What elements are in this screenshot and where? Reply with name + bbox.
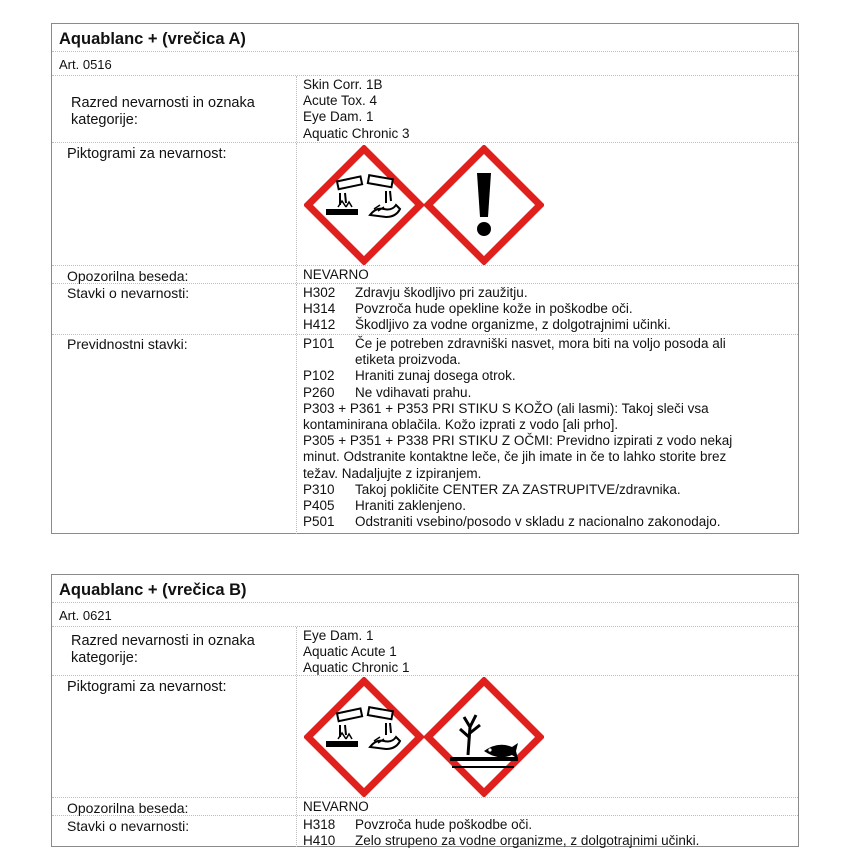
precautionary-statement-list: [303, 336, 755, 530]
statement-text: Zdravju škodljivo pri zaužitju.: [355, 285, 528, 300]
hazard-statements-row: [52, 816, 798, 847]
exclamation-mark-icon: [424, 145, 544, 265]
corrosion-icon: [304, 677, 424, 797]
product-title: Aquablanc + (vrečica B): [59, 581, 247, 599]
hazard-class-item: Acute Tox. 4: [303, 93, 378, 109]
hazard-class-item: Aquatic Chronic 1: [303, 660, 410, 676]
statement-code: P501: [303, 514, 335, 530]
statement-code: P101: [303, 336, 335, 351]
precautionary-statement: [303, 336, 755, 368]
precautionary-statement: [303, 433, 755, 482]
article-row: [52, 52, 798, 76]
hazard-statements-row: [52, 284, 798, 335]
product-title: Aquablanc + (vrečica A): [59, 30, 246, 48]
statement-text: Zelo strupeno za vodne organizme, z dolgotrajnimi učinki.: [355, 833, 700, 849]
hazard-class-item: Eye Dam. 1: [303, 628, 374, 643]
hazard-sheet-a: [51, 23, 799, 534]
hazard-statement-list: [303, 285, 773, 334]
statement-text: PRI STIKU S KOŽO (ali lasmi): Takoj sleči vsa kontaminirana oblačila. Kožo izprati z vodo [ali prho].: [303, 400, 709, 433]
hazard-class-label-line1: Razred nevarnosti in oznaka: [71, 95, 255, 111]
pictograms-label: Piktogrami za nevarnost:: [67, 679, 227, 695]
pictogram-row: [52, 676, 798, 798]
hazard-statements-label: Stavki o nevarnosti:: [67, 818, 190, 834]
statement-text: Povzroča hude poškodbe oči.: [355, 817, 533, 832]
statement-code: H412: [303, 317, 336, 333]
hazard-class-label-line2: kategorije:: [71, 112, 138, 128]
hazard-class-row: [52, 76, 798, 143]
pictogram-row: [52, 143, 798, 266]
hazard-class-label: [71, 95, 255, 129]
hazard-statement-list: [303, 817, 773, 849]
statement-text: Škodljivo za vodne organizme, z dolgotrajnimi učinki.: [355, 317, 671, 333]
statement-text: Povzroča hude opekline kože in poškodbe oči.: [355, 301, 633, 317]
statement-text: Ne vdihavati prahu.: [355, 384, 472, 400]
environment-icon: [424, 677, 544, 797]
hazard-class-item: Skin Corr. 1B: [303, 77, 383, 92]
statement-code: H314: [303, 301, 336, 317]
statement-text: Hraniti zunaj dosega otrok.: [355, 368, 516, 384]
hazard-class-label-line1: Razred nevarnosti in oznaka: [71, 633, 255, 649]
hazard-class-list: [303, 77, 410, 142]
hazard-class-label-line2: kategorije:: [71, 650, 138, 666]
statement-code: P305 + P351 + P338: [303, 433, 429, 449]
statement-code: H318: [303, 817, 336, 832]
signal-word-row: [52, 266, 798, 284]
signal-word: NEVARNO: [303, 799, 369, 814]
statement-code: P310: [303, 481, 335, 497]
statement-code: P102: [303, 368, 335, 384]
article-number: Art. 0516: [59, 57, 112, 72]
statement-text: Hraniti zaklenjeno.: [355, 498, 467, 514]
hazard-class-item: Eye Dam. 1: [303, 109, 374, 125]
hazard-class-list: [303, 628, 410, 677]
hazard-class-item: Aquatic Acute 1: [303, 644, 397, 660]
precautionary-statement: [303, 368, 755, 384]
hazard-class-item: Aquatic Chronic 3: [303, 125, 410, 141]
title-row: [52, 575, 798, 603]
hazard-class-label: [71, 633, 255, 667]
precautionary-statement: [303, 401, 755, 433]
statement-code: P260: [303, 384, 335, 400]
corrosion-icon: [304, 145, 424, 265]
signal-word-label: Opozorilna beseda:: [67, 268, 189, 284]
precautionary-statements-row: [52, 335, 798, 534]
precautionary-statement: [303, 385, 755, 401]
signal-word-row: [52, 798, 798, 816]
statement-text: PRI STIKU Z OČMI: Previdno izpirati z vodo nekaj minut. Odstranite kontaktne leče, če jih imate in če to lahko storite brez težav. Nadaljujte z izpiranjem.: [303, 433, 733, 481]
precautionary-statement: [303, 482, 755, 498]
statement-code: H302: [303, 285, 336, 300]
title-row: [52, 24, 798, 52]
statement-text: Odstraniti vsebino/posodo v skladu z nacionalno zakonodajo.: [355, 514, 721, 530]
statement-text: Takoj pokličite CENTER ZA ZASTRUPITVE/zdravnika.: [355, 481, 681, 497]
statement-code: P303 + P361 + P353: [303, 400, 429, 416]
hazard-statement: [303, 817, 773, 833]
hazard-statements-label: Stavki o nevarnosti:: [67, 285, 190, 301]
hazard-statement: [303, 833, 773, 849]
signal-word-label: Opozorilna beseda:: [67, 800, 189, 816]
pictograms-label: Piktogrami za nevarnost:: [67, 146, 227, 162]
article-number: Art. 0621: [59, 608, 112, 623]
statement-code: P405: [303, 498, 335, 514]
statement-code: H410: [303, 833, 336, 849]
statement-text: Če je potreben zdravniški nasvet, mora biti na voljo posoda ali etiketa proizvoda.: [355, 336, 726, 368]
hazard-sheet-b: [51, 574, 799, 847]
precautionary-statement: [303, 514, 755, 530]
precautionary-statement: [303, 498, 755, 514]
hazard-statement: [303, 285, 773, 301]
precautionary-statements-label: Previdnostni stavki:: [67, 336, 188, 352]
signal-word: NEVARNO: [303, 267, 369, 282]
hazard-class-row: [52, 627, 798, 676]
hazard-statement: [303, 301, 773, 317]
article-row: [52, 603, 798, 627]
hazard-statement: [303, 317, 773, 333]
